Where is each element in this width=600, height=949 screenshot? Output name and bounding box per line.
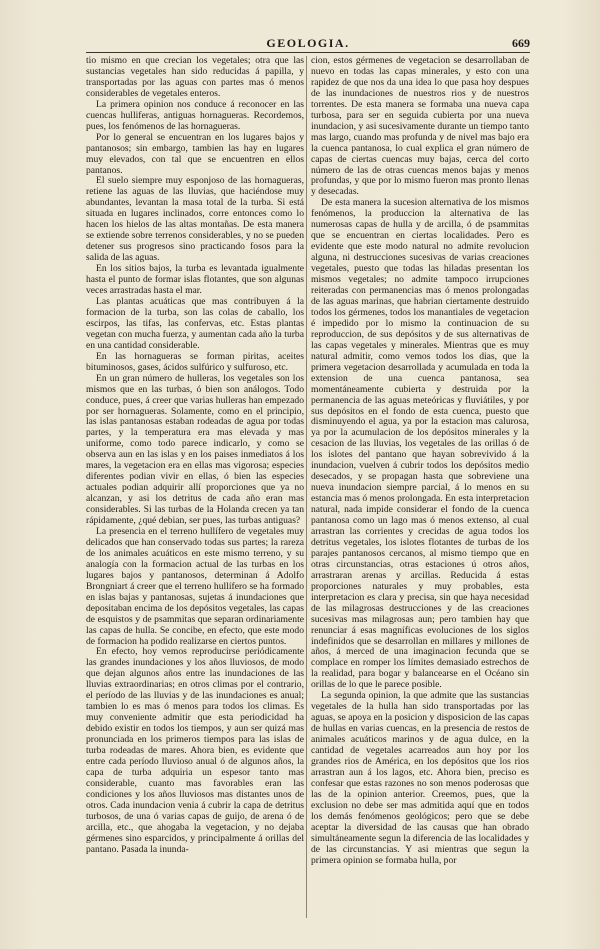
left-column xyxy=(86,56,304,918)
column-divider xyxy=(306,56,307,918)
paragraph: Por lo general se encuentran en los lugares bajos y pantanosos; sin embargo, tambien las hay en lugares muy elevados, con tal que se encuentren en ellos pantanos. xyxy=(86,131,304,176)
paragraph: En un gran número de hulleras, los vegetales son los mismos que en las turbas, ó bien son análogos. Todo conduce, pues, á creer que varias hulleras han empezado por ser hornagueras. Solamente, como en el principio, las islas pantanosas estaban rodeadas de agua por todas partes, y la temperatura era mas elevada y mas uniforme, como todo parece indicarlo, y como se observa aun en las islas y en los paises inmediatos á los mares, la vegetacion era en ellas mas vigorosa; especies diferentes podian vivir en ellas, ó bien las especies actuales podian adquirir allí proporciones que ya no alcanzan, y asi los detritus de cada año eran mas considerables. Si las turbas de la Holanda crecen ya tan rápidamente, ¿qué debian, ser pues, las turbas antiguas? xyxy=(86,372,304,527)
paragraph: En las hornagueras se forman piritas, aceites bituminosos, gases, ácidos sulfúrico y sulfuroso, etc. xyxy=(86,350,304,373)
paragraph: En efecto, hoy vemos reproducirse periódicamente las grandes inundaciones y los años lluviosos, de modo que dejan algunos años entre las inundaciones de las lluvias extraordinarias; en otros climas por el contrario, el período de las lluvias y de las inundaciones es anual; tambien lo es mas ó menos para todos los climas. Es muy conveniente admitir que esta periodicidad ha debido existir en todos los tiempos, y aun ser quizá mas pronunciada en los primeros tiempos para las islas de turba rodeadas de mares. Ahora bien, es evidente que entre cada período lluvioso anual ó de algunos años, la capa de turba adquiria un espesor tanto mas considerable, cuanto mas favorables eran las condiciones y los años lluviosos mas distantes unos de otros. Cada inundacion venia á cubrir la capa de detritus turbosos, de una ó varias capas de guijo, de arena ó de arcilla, etc., que ahogaba la vegetacion, y no dejaba gérmenes sino esparcidos, y principalmente á orillas del pantano. Pasada la inunda- xyxy=(86,646,304,855)
paragraph: La segunda opinion, la que admite que las sustancias vegetales de la hulla han sido transportadas por las aguas, se apoya en la posicion y disposicion de las capas de hullas en varias cuencas, en la presencia de restos de animales acuáticos marinos y de agua dulce, en la cantidad de vegetales acarreados aun hoy por los grandes rios de América, en los depósitos que los rios arrastran aun á los lagos, etc. Ahora bien, preciso es confesar que estas razones no son menos poderosas que las de la opinion anterior. Creemos, pues, que la exclusion no debe ser mas admitida aquí que en todos los demás fenómenos geológicos; pero que se debe aceptar la diversidad de las causas que han obrado simultáneamente segun la diferencia de las localidades y de las circunstancias. Y asi mientras que segun la primera opinion se formaba hulla, por xyxy=(311,690,529,866)
running-title: GEOLOGIA. xyxy=(266,36,350,50)
page-header xyxy=(86,36,530,52)
paragraph: Las plantas acuáticas que mas contribuyen á la formacion de la turba, son las colas de caballo, los escirpos, las tifas, las confervas, etc. Estas plantas vegetan con mucha fuerza, y aumentan cada año la turba en una cantidad considerable. xyxy=(86,295,304,351)
header-rule xyxy=(86,52,530,53)
page-number: 669 xyxy=(512,36,530,50)
right-column xyxy=(311,56,529,918)
paragraph: En los sitios bajos, la turba es levantada igualmente hasta el punto de formar islas flotantes, que son algunas veces arrastradas hasta el mar. xyxy=(86,263,304,297)
paragraph: El suelo siempre muy esponjoso de las hornagueras, retiene las aguas de las lluvias, que haciéndose muy abundantes, levantan la masa total de la turba. Si está situada en lugares inclinados, corre entonces como lo hacen los hielos de las altas montañas. De esta manera se extiende sobre terrenos considerables, y no se pueden detener sus progresos sino practicando fosos para la salida de las aguas. xyxy=(86,175,304,264)
paragraph: La primera opinion nos conduce á reconocer en las cuencas hulliferas, antiguas hornagueras. Recordemos, pues, los fenómenos de las hornagueras. xyxy=(86,98,304,132)
paragraph: De esta manera la sucesion alternativa de los mismos fenómenos, la produccion la alternativa de las numerosas capas de hulla y de arcilla, ó de psammitas que se encuentran en ciertas localidades. Pero es evidente que este modo natural no admite revolucion alguna, ni destrucciones sucesivas de varias creaciones vegetales, puesto que todas las hiladas presentan los mismos vegetales; no admite tampoco irrupciones reiteradas con permanencias mas ó menos prolongadas de las aguas marinas, que habrian ciertamente destruido todos los gérmenes, todos los manantiales de vegetacion é impedido por lo mismo la continuacion de su reproduccion, de sus depósitos y de sus alternativas de las capas vegetales y minerales. Mientras que es muy natural admitir, como vemos todos los dias, que la primera vegetacion desarrollada y acumulada en toda la extension de una cuenca pantanosa, sea momentáneamente cubierta y destruida por la permanencia de las aguas meteóricas y fluviátiles, y por sus depósitos en el fondo de esta cuenca, puesto que disminuyendo el agua, ya por la estacion mas calurosa, ya por la acumulacion de los depósitos minerales y la cesacion de las lluvias, los vegetales de las orillas ó de los islotes del pantano que hayan sobrevivido á la inundacion, vuelven á cubrir todos los depósitos medio desecados, y se propagan hasta que sobreviene una nueva inundacion siempre parcial, á lo menos en su estancia mas ó menos prolongada. En esta interpretacion natural, nada impide considerar el fondo de la cuenca pantanosa como un lago mas ó menos extenso, al cual arrastran las corrientes y crecidas de agua todos los detritus vegetales, los islotes flotantes de turbas de los parajes pantanosos cercanos, al mismo tiempo que en otras circunstancias, otras estaciones ú otros años, arrastraran arenas y arcillas. Reducida á estas proporciones naturales y muy probables, esta interpretacion es clara y precisa, sin que haya necesidad de las milagrosas destrucciones y de las creaciones sucesivas mas milagrosas aun; pero tambien hay que renunciar á esas magníficas evoluciones de los siglos indefinidos que se desarrollan en millares y millones de años, á merced de una imaginacion fecunda que se complace en romper los límites demasiado estrechos de la realidad, para bogar y balancearse en el Océano sin orillas de lo que le parece posible. xyxy=(311,197,529,691)
paragraph: tio mismo en que crecian los vegetales; otra que las sustancias vegetales han sido reducidas á papilla, y transportadas por las aguas con partes mas ó menos considerables de vegetales enteros. xyxy=(86,56,304,99)
paragraph: La presencia en el terreno hullífero de vegetales muy delicados que han conservado todas sus partes; la rareza de los animales acuáticos en este mismo terreno, y su analogía con la formacion actual de las turbas en los lugares bajos y pantanosos, determinan á Adolfo Brongniart á creer que el terreno hullífero se ha formado en islas bajas y pantanosas, sujetas á inundaciones que depositaban encima de los depósitos vegetales, las capas de esquistos y de psammitas que separan ordinariamente las capas de hulla. Se concibe, en efecto, que este modo de formacion ha podido realizarse en ciertos puntos. xyxy=(86,525,304,647)
paragraph: cion, estos gérmenes de vegetacion se desarrollaban de nuevo en todas las capas minerales, y esto con una rapidez de que nos da una idea lo que pasa hoy despues de las inundaciones de nuestros rios y de nuestros torrentes. De esta manera se formaba una nueva capa turbosa, para ser en seguida cubierta por una nueva inundacion, y asi sucesivamente durante un tiempo tanto mas largo, cuando mas profunda y de nivel mas bajo era la cuenca pantanosa, lo cual explica el gran número de capas de ciertas cuencas muy bajas, cerca del corto número de las de otras cuencas menos bajas y menos profundas, y que por lo mismo fueron mas pronto llenas y desecadas. xyxy=(311,56,529,198)
